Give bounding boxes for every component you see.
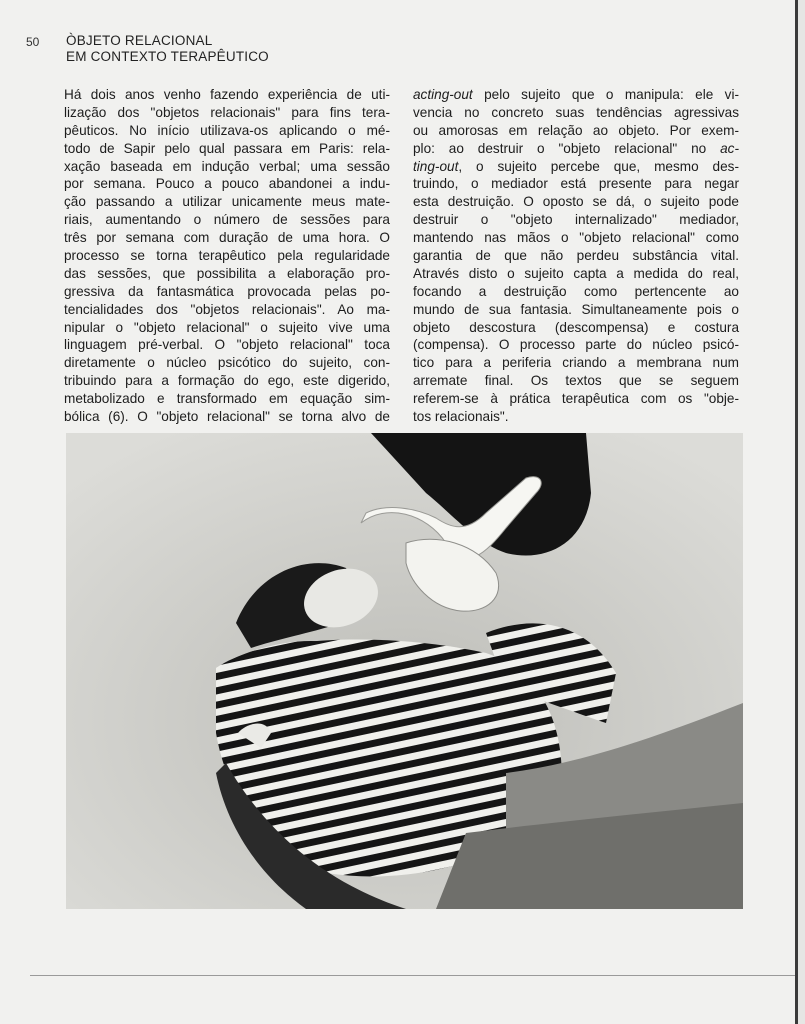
italic-term: ting-out [413,158,459,174]
text-line: pêuticos. No início utilizava-os aplicando o mé- [64,122,390,138]
text-line: metabolizado e transformado em equação sim- [64,391,390,407]
text-line: riais, aumentando o número de sessões para [64,212,390,228]
text-line [413,408,739,426]
text-line [413,319,739,337]
text-line [413,140,739,158]
text-column-right [413,86,739,426]
divider [30,975,795,976]
text-line [413,122,739,140]
text-line [413,283,739,301]
text-fragment: pelo sujeito que o manipula: ele vi- [472,87,739,102]
text-fragment: mantendo nas mãos o "objeto relacional" como [413,230,739,246]
running-head [66,33,269,65]
text-line [413,354,739,372]
text-line [413,104,739,122]
photograph-person-lying-on-floor [66,433,743,909]
running-head-line: EM CONTEXTO TERAPÊUTICO [66,49,269,64]
text-column-left [64,86,390,426]
text-fragment: garantia de que não perdeu substância vital. [413,248,739,264]
text-line [413,247,739,265]
text-fragment: referem-se à prática terapêutica com os "obje- [413,391,739,407]
text-line: Há dois anos venho fazendo experiência de uti- [64,87,390,102]
text-line: bólica (6). O "objeto relacional" se torna alvo de [64,409,390,425]
text-fragment: arremate final. Os textos que se seguem [413,373,739,389]
text-line: xação baseada em indução verbal; uma sessão [64,158,390,174]
text-line [413,390,739,408]
text-line [413,301,739,319]
running-head-line: ÒBJETO RELACIONAL [66,33,213,48]
photograph [66,433,743,909]
text-line: das sessões, que possibilita a elaboração pro- [64,265,390,281]
text-line [413,175,739,193]
text-fragment: Através disto o sujeito capta a medida do real, [413,265,739,281]
text-line: processo se torna terapêutico pela regularidade [64,248,390,264]
text-line: por semana. Pouco a pouco abandonei a indu- [64,176,390,192]
text-fragment: ou amorosas em relação ao objeto. Por exem- [413,122,739,138]
italic-term: acting-out [413,87,473,102]
italic-term: ac- [720,140,739,156]
text-line: gressiva da fantasmática provocada pelas po- [64,283,390,299]
text-line [413,211,739,229]
text-fragment: esta destruição. O oposto se dá, o sujeito pode [413,194,739,210]
text-line [413,229,739,247]
page-edge [795,0,798,1024]
text-line: três por semana com duração de uma hora. O [64,230,390,246]
text-line: diretamente o núcleo psicótico do sujeito, con- [64,355,390,371]
text-fragment: tico para a periferia criando a membrana num [413,355,739,371]
text-fragment: truindo, o mediador está presente para negar [413,176,739,192]
text-line [413,336,739,354]
text-fragment: focando a destruição como pertencente ao [413,283,739,299]
text-line: ção passando a utilizar unicamente meus mate- [64,194,390,210]
text-fragment: (compensa). O processo parte do núcleo psicó- [413,337,739,353]
text-line: linguagem pré-verbal. O "objeto relacional" toca [64,337,390,353]
text-fragment: plo: ao destruir o "objeto relacional" no [413,140,721,156]
text-line [413,158,739,176]
text-fragment: vencia no concreto suas tendências agressivas [413,104,739,120]
text-line [413,372,739,390]
text-line [413,86,739,104]
text-line: tribuindo para a formação do ego, este digerido, [64,373,390,389]
text-fragment: , o sujeito percebe que, mesmo des- [458,158,739,174]
page-number: 50 [26,35,40,49]
text-fragment: tos relacionais". [413,409,509,425]
text-fragment: mundo de sua fantasia. Simultaneamente pois o [413,301,739,317]
text-line [413,265,739,283]
text-line: todo de Sapir pelo qual passara em Paris: rela- [64,140,390,156]
text-line [413,193,739,211]
text-fragment: objeto descostura (descompensa) e costura [413,319,739,335]
text-line: tencialidades dos "objetos relacionais". Ao ma- [64,301,390,317]
text-line: lização dos "objetos relacionais" para fins tera- [64,104,390,120]
text-fragment: destruir o "objeto internalizado" mediador, [413,212,739,228]
text-line: nipular o "objeto relacional" o sujeito vive uma [64,319,390,335]
